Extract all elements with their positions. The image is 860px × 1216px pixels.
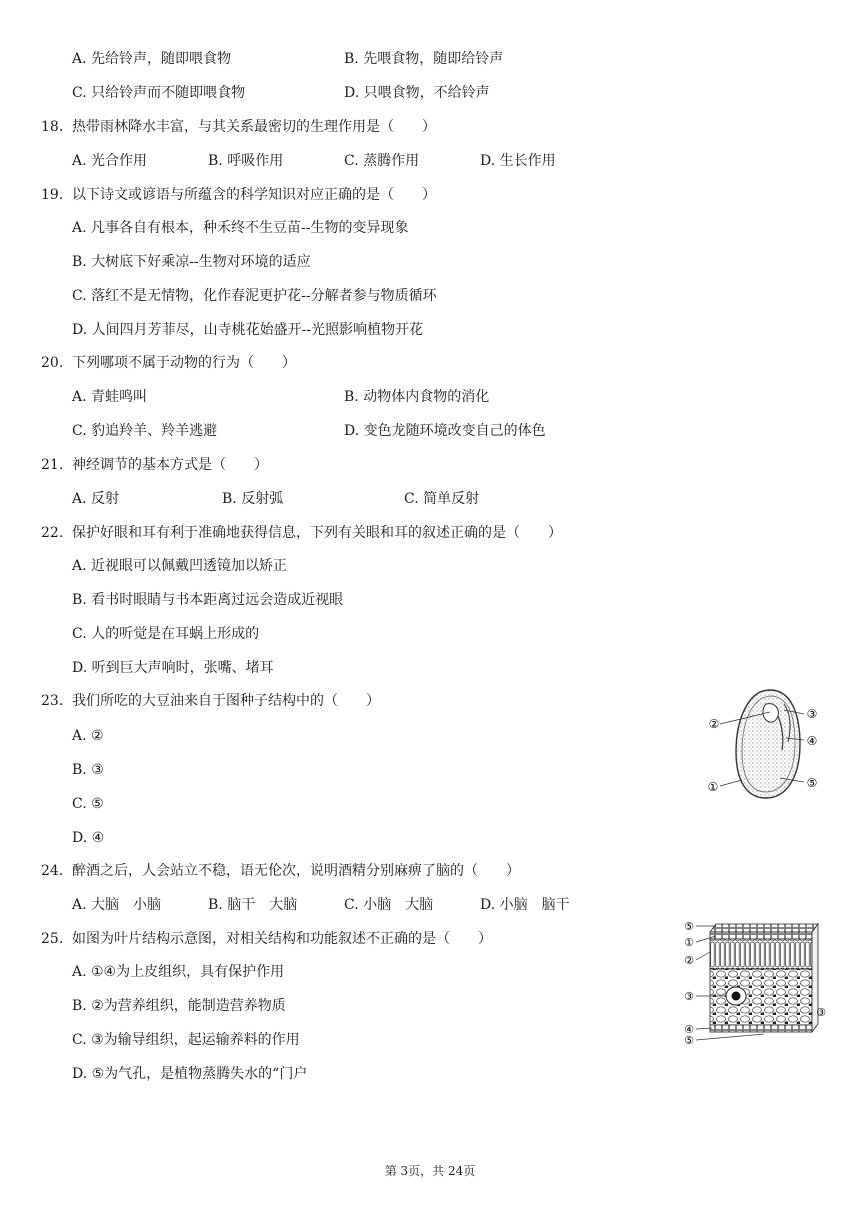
- q18-option-d: D. 生长作用: [480, 153, 556, 169]
- q17-option-a: A. 先给铃声，随即喂食物: [72, 51, 232, 67]
- q24-number: 24.: [41, 863, 64, 879]
- q21-option-b: B. 反射弧: [222, 491, 284, 507]
- q18-option-a: A. 光合作用: [72, 153, 148, 169]
- q24-option-d: D. 小脑 脑干: [480, 897, 570, 913]
- q20-option-d: D. 变色龙随环境改变自己的体色: [344, 423, 546, 439]
- q25-number: 25.: [41, 931, 64, 947]
- q21-option-c: C. 简单反射: [404, 491, 480, 507]
- q18-number: 18.: [41, 119, 64, 135]
- q23-stem: 我们所吃的大豆油来自于图种子结构中的（ ）: [72, 693, 380, 709]
- q23-option-d: D. ④: [72, 830, 105, 846]
- q25-option-b: B. ②为营养组织，能制造营养物质: [72, 998, 286, 1014]
- q22-stem: 保护好眼和耳有利于准确地获得信息，下列有关眼和耳的叙述正确的是（ ）: [72, 525, 562, 541]
- q24-stem: 醉酒之后，人会站立不稳，语无伦次，说明酒精分别麻痹了脑的（ ）: [72, 863, 520, 879]
- q20-option-a: A. 青蛙鸣叫: [72, 389, 148, 405]
- q25-stem: 如图为叶片结构示意图，对相关结构和功能叙述不正确的是（ ）: [72, 931, 492, 947]
- q23-option-b: B. ③: [72, 762, 104, 778]
- q23-option-a: A. ②: [72, 728, 104, 744]
- q21-option-a: A. 反射: [72, 491, 120, 507]
- q24-option-b: B. 脑干 大脑: [208, 897, 298, 913]
- leaf-label-3-left: ③: [684, 990, 694, 1003]
- q21-stem: 神经调节的基本方式是（ ）: [72, 457, 268, 473]
- q25-option-d: D. ⑤为气孔，是植物蒸腾失水的“门户: [72, 1066, 308, 1082]
- q22-option-d: D. 听到巨大声响时，张嘴、堵耳: [72, 660, 274, 676]
- lower-epidermis: [710, 1025, 812, 1032]
- q23-number: 23.: [41, 693, 64, 709]
- seed-label-1: ①: [707, 780, 719, 794]
- q17-option-d: D. 只喂食物，不给铃声: [344, 85, 490, 101]
- leaf-label-3-right: ③: [816, 1006, 826, 1019]
- q20-option-c: C. 豹追羚羊、羚羊逃避: [72, 423, 218, 439]
- page-footer: 第 3页，共 24页: [384, 1164, 476, 1178]
- q19-option-d: D. 人间四月芳菲尽，山寺桃花始盛开--光照影响植物开花: [72, 322, 424, 338]
- q19-option-a: A. 凡事各自有根本，种禾终不生豆苗--生物的变异现象: [72, 220, 409, 236]
- q19-stem: 以下诗文或谚语与所蕴含的科学知识对应正确的是（ ）: [72, 187, 436, 203]
- q20-stem: 下列哪项不属于动物的行为（ ）: [72, 355, 296, 371]
- leaf-label-1: ①: [684, 936, 694, 949]
- seed-structure-figure: [700, 682, 830, 804]
- q22-option-a: A. 近视眼可以佩戴凹透镜加以矫正: [72, 558, 288, 574]
- q22-option-b: B. 看书时眼睛与书本距离过远会造成近视眼: [72, 592, 344, 608]
- q20-number: 20.: [41, 355, 64, 371]
- q17-option-b: B. 先喂食物，随即给铃声: [344, 51, 504, 67]
- seed-label-3: ③: [806, 707, 818, 721]
- leaf-label-2: ②: [684, 954, 694, 967]
- seed-label-5: ⑤: [806, 776, 818, 790]
- q23-option-c: C. ⑤: [72, 796, 104, 812]
- upper-epidermis: [710, 932, 812, 939]
- q17-option-c: C. 只给铃声而不随即喂食物: [72, 85, 246, 101]
- q24-option-a: A. 大脑 小脑: [72, 897, 162, 913]
- q25-option-c: C. ③为输导组织，起运输养料的作用: [72, 1032, 300, 1048]
- seed-label-4: ④: [806, 734, 818, 748]
- palisade-tissue: [710, 939, 812, 969]
- q19-option-c: C. 落红不是无情物，化作春泥更护花--分解者参与物质循环: [72, 288, 437, 304]
- q19-number: 19.: [41, 187, 64, 203]
- leaf-label-4: ④: [684, 1023, 694, 1036]
- seed-label-2: ②: [708, 717, 720, 731]
- q18-stem: 热带雨林降水丰富，与其关系最密切的生理作用是（ ）: [72, 119, 436, 135]
- leaf-label-5-bottom: ⑤: [684, 1034, 694, 1047]
- q24-option-c: C. 小脑 大脑: [344, 897, 434, 913]
- q22-option-c: C. 人的听觉是在耳蜗上形成的: [72, 626, 260, 642]
- leaf-label-5-top: ⑤: [684, 920, 694, 933]
- leaf-structure-figure: [680, 916, 826, 1050]
- q22-number: 22.: [41, 525, 64, 541]
- q21-number: 21.: [41, 457, 64, 473]
- q19-option-b: B. 大树底下好乘凉--生物对环境的适应: [72, 254, 311, 270]
- upper-epidermis-top: [710, 924, 818, 932]
- spongy-tissue: [710, 969, 812, 1025]
- q18-option-b: B. 呼吸作用: [208, 153, 284, 169]
- q18-option-c: C. 蒸腾作用: [344, 153, 420, 169]
- q20-option-b: B. 动物体内食物的消化: [344, 389, 490, 405]
- q25-option-a: A. ①④为上皮组织，具有保护作用: [72, 964, 285, 980]
